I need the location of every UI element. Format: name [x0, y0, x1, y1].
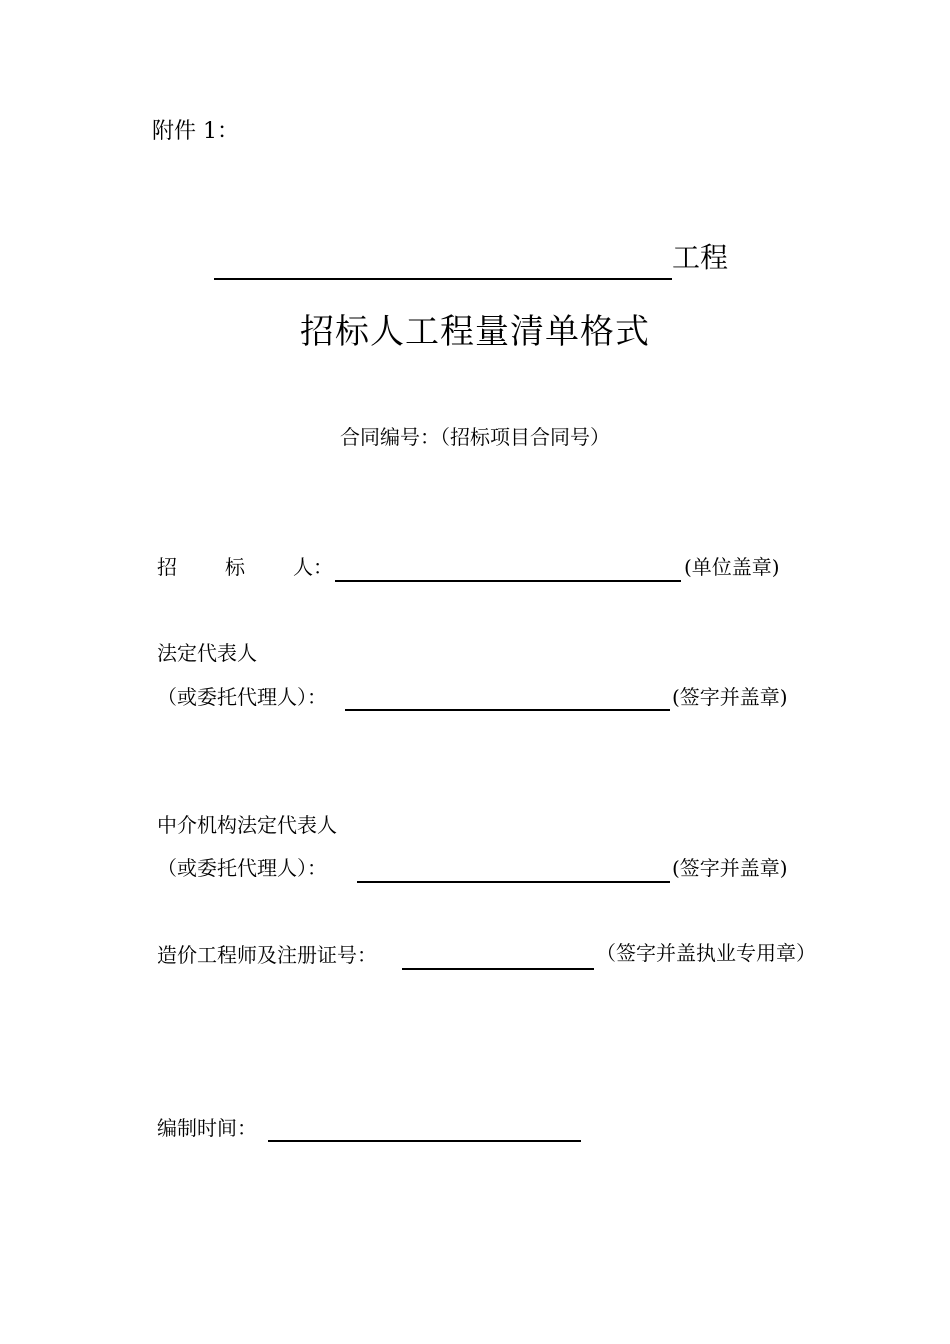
legal-rep-label-2: （或委托代理人）： — [157, 685, 327, 709]
tenderer-sign-line[interactable] — [335, 580, 681, 582]
tenderer-label-char-3: 人： — [293, 555, 333, 579]
project-name-line — [214, 278, 672, 280]
tenderer-label-char-2: 标 — [225, 555, 245, 579]
cost-engineer-note: （签字并盖执业专用章） — [596, 941, 816, 965]
legal-rep-sign-line[interactable] — [345, 709, 670, 711]
tenderer-label — [157, 555, 333, 579]
page-title: 招标人工程量清单格式 — [300, 312, 650, 352]
legal-rep-note: (签字并盖章) — [672, 685, 788, 709]
compile-time-label: 编制时间： — [157, 1116, 257, 1140]
attachment-label: 附件 1： — [152, 119, 239, 144]
legal-rep-label-1: 法定代表人 — [157, 641, 257, 665]
agency-rep-label-2: （或委托代理人）： — [157, 856, 327, 880]
cost-engineer-label: 造价工程师及注册证号： — [157, 943, 377, 967]
project-suffix: 工程 — [672, 241, 729, 274]
compile-time-line[interactable] — [268, 1140, 581, 1142]
agency-rep-label-1: 中介机构法定代表人 — [157, 813, 337, 837]
agency-rep-sign-line[interactable] — [357, 881, 670, 883]
cost-engineer-sign-line[interactable] — [402, 968, 594, 970]
agency-rep-note: (签字并盖章) — [672, 856, 788, 880]
contract-number: 合同编号：（招标项目合同号） — [340, 425, 610, 449]
tenderer-label-char-1: 招 — [157, 555, 177, 579]
tenderer-note: (单位盖章) — [684, 555, 780, 579]
